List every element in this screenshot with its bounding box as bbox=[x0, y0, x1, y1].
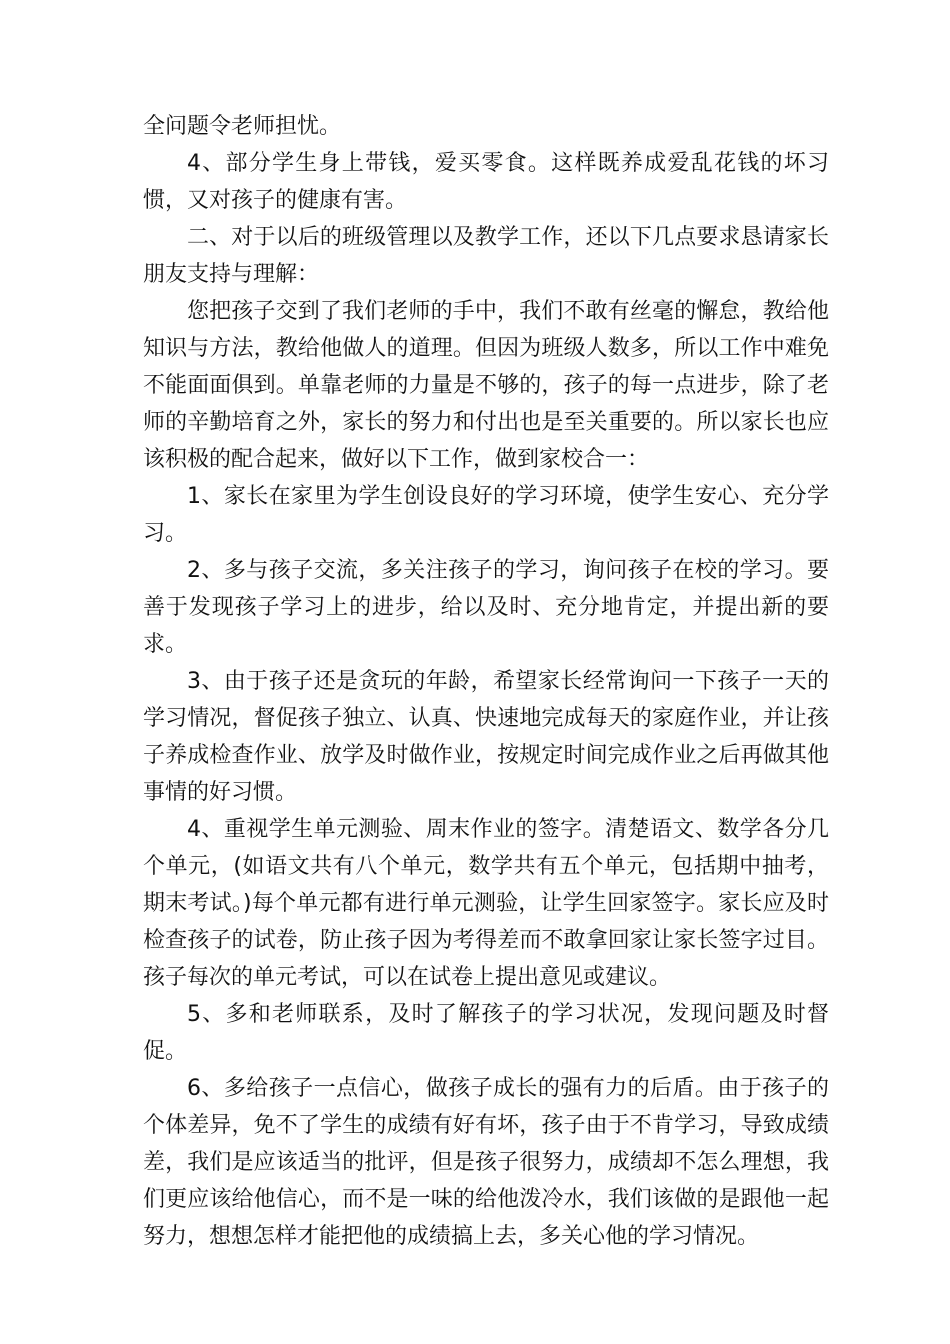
paragraph-request-1: 1、家长在家里为学生创设良好的学习环境，使学生安心、充分学习。 bbox=[143, 484, 829, 546]
paragraph-item-4-money: 4、部分学生身上带钱，爱买零食。这样既养成爱乱花钱的坏习惯，又对孩子的健康有害。 bbox=[143, 151, 829, 213]
document-body bbox=[143, 108, 829, 1255]
paragraph-intro: 您把孩子交到了我们老师的手中，我们不敢有丝毫的懈怠，教给他知识与方法，教给他做人的道理。但因为班级人数多，所以工作中难免不能面面俱到。单靠老师的力量是不够的，孩子的每一点进步，除了老师的辛勤培育之外，家长的努力和付出也是至关重要的。所以家长也应该积极的配合起来，做好以下工作，做到家校合一： bbox=[143, 299, 829, 472]
paragraph-request-5: 5、多和老师联系，及时了解孩子的学习状况，发现问题及时督促。 bbox=[143, 1002, 829, 1064]
paragraph-request-4: 4、重视学生单元测验、周末作业的签字。清楚语文、数学各分几个单元，(如语文共有八个单元，数学共有五个单元，包括期中抽考，期末考试。)每个单元都有进行单元测验，让学生回家签字。家长应及时检查孩子的试卷，防止孩子因为考得差而不敢拿回家让家长签字过目。孩子每次的单元考试，可以在试卷上提出意见或建议。 bbox=[143, 817, 829, 990]
paragraph-section-two-heading: 二、对于以后的班级管理以及教学工作，还以下几点要求恳请家长朋友支持与理解： bbox=[143, 225, 829, 287]
paragraph-continuation: 全问题令老师担忧。 bbox=[143, 114, 342, 139]
paragraph-request-6: 6、多给孩子一点信心，做孩子成长的强有力的后盾。由于孩子的个体差异，免不了学生的成绩有好有坏，孩子由于不肯学习，导致成绩差，我们是应该适当的批评，但是孩子很努力，成绩却不怎么理想，我们更应该给他信心，而不是一味的给他泼冷水，我们该做的是跟他一起努力，想想怎样才能把他的成绩搞上去，多关心他的学习情况。 bbox=[143, 1076, 829, 1249]
paragraph-request-2: 2、多与孩子交流，多关注孩子的学习，询问孩子在校的学习。要善于发现孩子学习上的进步，给以及时、充分地肯定，并提出新的要求。 bbox=[143, 558, 829, 657]
paragraph-request-3: 3、由于孩子还是贪玩的年龄，希望家长经常询问一下孩子一天的学习情况，督促孩子独立、认真、快速地完成每天的家庭作业，并让孩子养成检查作业、放学及时做作业，按规定时间完成作业之后再做其他事情的好习惯。 bbox=[143, 669, 829, 805]
